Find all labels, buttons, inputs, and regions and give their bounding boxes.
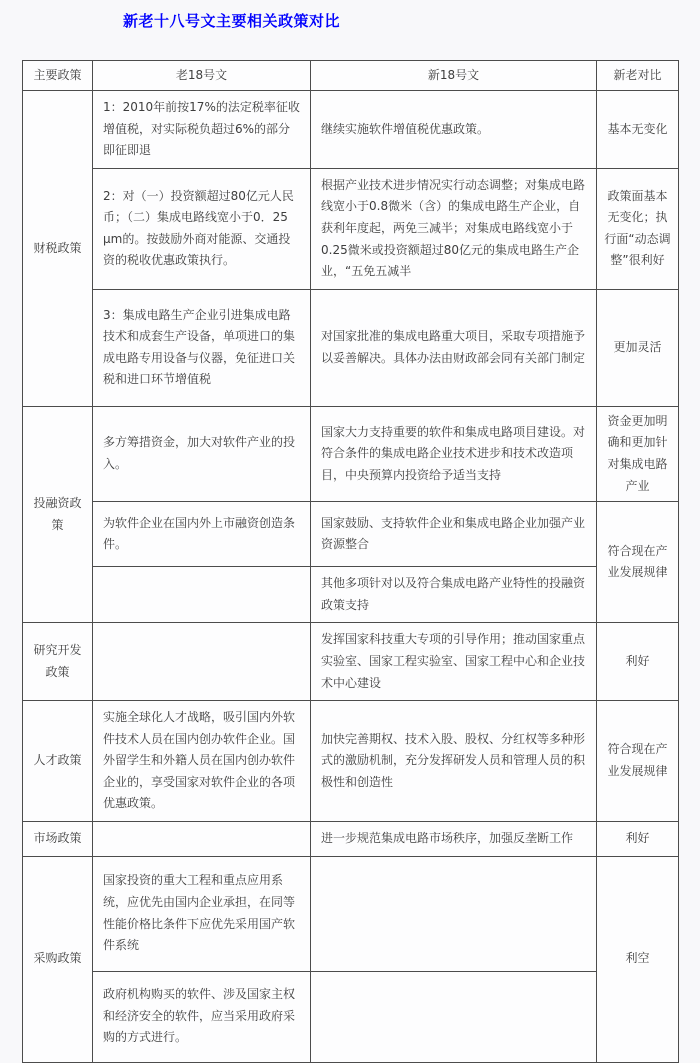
old-doc-cell: 为软件企业在国内外上市融资创造条件。 — [93, 502, 311, 567]
table-row — [23, 623, 679, 701]
policy-category-cell: 人才政策 — [23, 701, 93, 822]
comparison-cell: 更加灵活 — [597, 289, 679, 406]
table-row — [23, 502, 679, 567]
column-header-comparison: 新老对比 — [597, 61, 679, 91]
policy-category-cell: 采购政策 — [23, 856, 93, 1062]
old-doc-cell — [93, 567, 311, 623]
new-doc-cell: 国家鼓励、支持软件企业和集成电路企业加强产业资源整合 — [311, 502, 597, 567]
table-row — [23, 406, 679, 501]
old-doc-cell: 国家投资的重大工程和重点应用系统，应优先由国内企业承担，在同等性能价格比条件下应优先采用国产软件系统 — [93, 856, 311, 971]
new-doc-cell: 进一步规范集成电路市场秩序，加强反垄断工作 — [311, 822, 597, 857]
old-doc-cell — [93, 822, 311, 857]
old-doc-cell: 1：2010年前按17%的法定税率征收增值税，对实际税负超过6%的部分即征即退 — [93, 91, 311, 169]
column-header-new-doc: 新18号文 — [311, 61, 597, 91]
page-title: 新老十八号文主要相关政策对比 — [123, 12, 341, 30]
policy-category-cell: 市场政策 — [23, 822, 93, 857]
new-doc-cell: 对国家批准的集成电路重大项目，采取专项措施予以妥善解决。具体办法由财政部会同有关部门制定 — [311, 289, 597, 406]
new-doc-cell — [311, 856, 597, 971]
table-row — [23, 856, 679, 971]
comparison-cell: 符合现在产业发展规律 — [597, 502, 679, 623]
table-row — [23, 289, 679, 406]
comparison-cell: 利好 — [597, 623, 679, 701]
comparison-cell: 基本无变化 — [597, 91, 679, 169]
column-header-old-doc: 老18号文 — [93, 61, 311, 91]
table-header-row — [23, 61, 679, 91]
table-row — [23, 567, 679, 623]
new-doc-cell: 加快完善期权、技术入股、股权、分红权等多种形式的激励机制，充分发挥研发人员和管理人员的积极性和创造性 — [311, 701, 597, 822]
new-doc-cell: 根据产业技术进步情况实行动态调整；对集成电路线宽小于0.8微米（含）的集成电路生产企业，自获利年度起，两免三减半；对集成电路线宽小于0.25微米或投资额超过80亿元的集成电路生产企业，“五免五减半 — [311, 168, 597, 289]
old-doc-cell: 政府机构购买的软件、涉及国家主权和经济安全的软件，应当采用政府采购的方式进行。 — [93, 971, 311, 1062]
new-doc-cell: 国家大力支持重要的软件和集成电路项目建设。对符合条件的集成电路企业技术进步和技术改造项目，中央预算内投资给予适当支持 — [311, 406, 597, 501]
new-doc-cell: 继续实施软件增值税优惠政策。 — [311, 91, 597, 169]
comparison-cell: 资金更加明确和更加针对集成电路产业 — [597, 406, 679, 501]
policy-category-cell: 投融资政策 — [23, 406, 93, 623]
table-row — [23, 91, 679, 169]
new-doc-cell: 其他多项针对以及符合集成电路产业特性的投融资政策支持 — [311, 567, 597, 623]
old-doc-cell: 2：对（一）投资额超过80亿元人民币；（二）集成电路线宽小于0．25 μm的。按鼓励外商对能源、交通投资的税收优惠政策执行。 — [93, 168, 311, 289]
policy-category-cell: 财税政策 — [23, 91, 93, 407]
table-row — [23, 971, 679, 1062]
table-row — [23, 701, 679, 822]
old-doc-cell — [93, 623, 311, 701]
comparison-cell: 政策面基本无变化；执行面“动态调整”很利好 — [597, 168, 679, 289]
new-doc-cell — [311, 971, 597, 1062]
table-row — [23, 168, 679, 289]
old-doc-cell: 多方筹措资金，加大对软件产业的投入。 — [93, 406, 311, 501]
comparison-cell: 利空 — [597, 856, 679, 1062]
column-header-policy: 主要政策 — [23, 61, 93, 91]
comparison-cell: 利好 — [597, 822, 679, 857]
new-doc-cell: 发挥国家科技重大专项的引导作用；推动国家重点实验室、国家工程实验室、国家工程中心和企业技术中心建设 — [311, 623, 597, 701]
comparison-cell: 符合现在产业发展规律 — [597, 701, 679, 822]
policy-comparison-table — [22, 60, 679, 1063]
table-row — [23, 822, 679, 857]
old-doc-cell: 3：集成电路生产企业引进集成电路技术和成套生产设备，单项进口的集成电路专用设备与仪器，免征进口关税和进口环节增值税 — [93, 289, 311, 406]
old-doc-cell: 实施全球化人才战略，吸引国内外软件技术人员在国内创办软件企业。国外留学生和外籍人员在国内创办软件企业的，享受国家对软件企业的各项优惠政策。 — [93, 701, 311, 822]
policy-category-cell: 研究开发政策 — [23, 623, 93, 701]
